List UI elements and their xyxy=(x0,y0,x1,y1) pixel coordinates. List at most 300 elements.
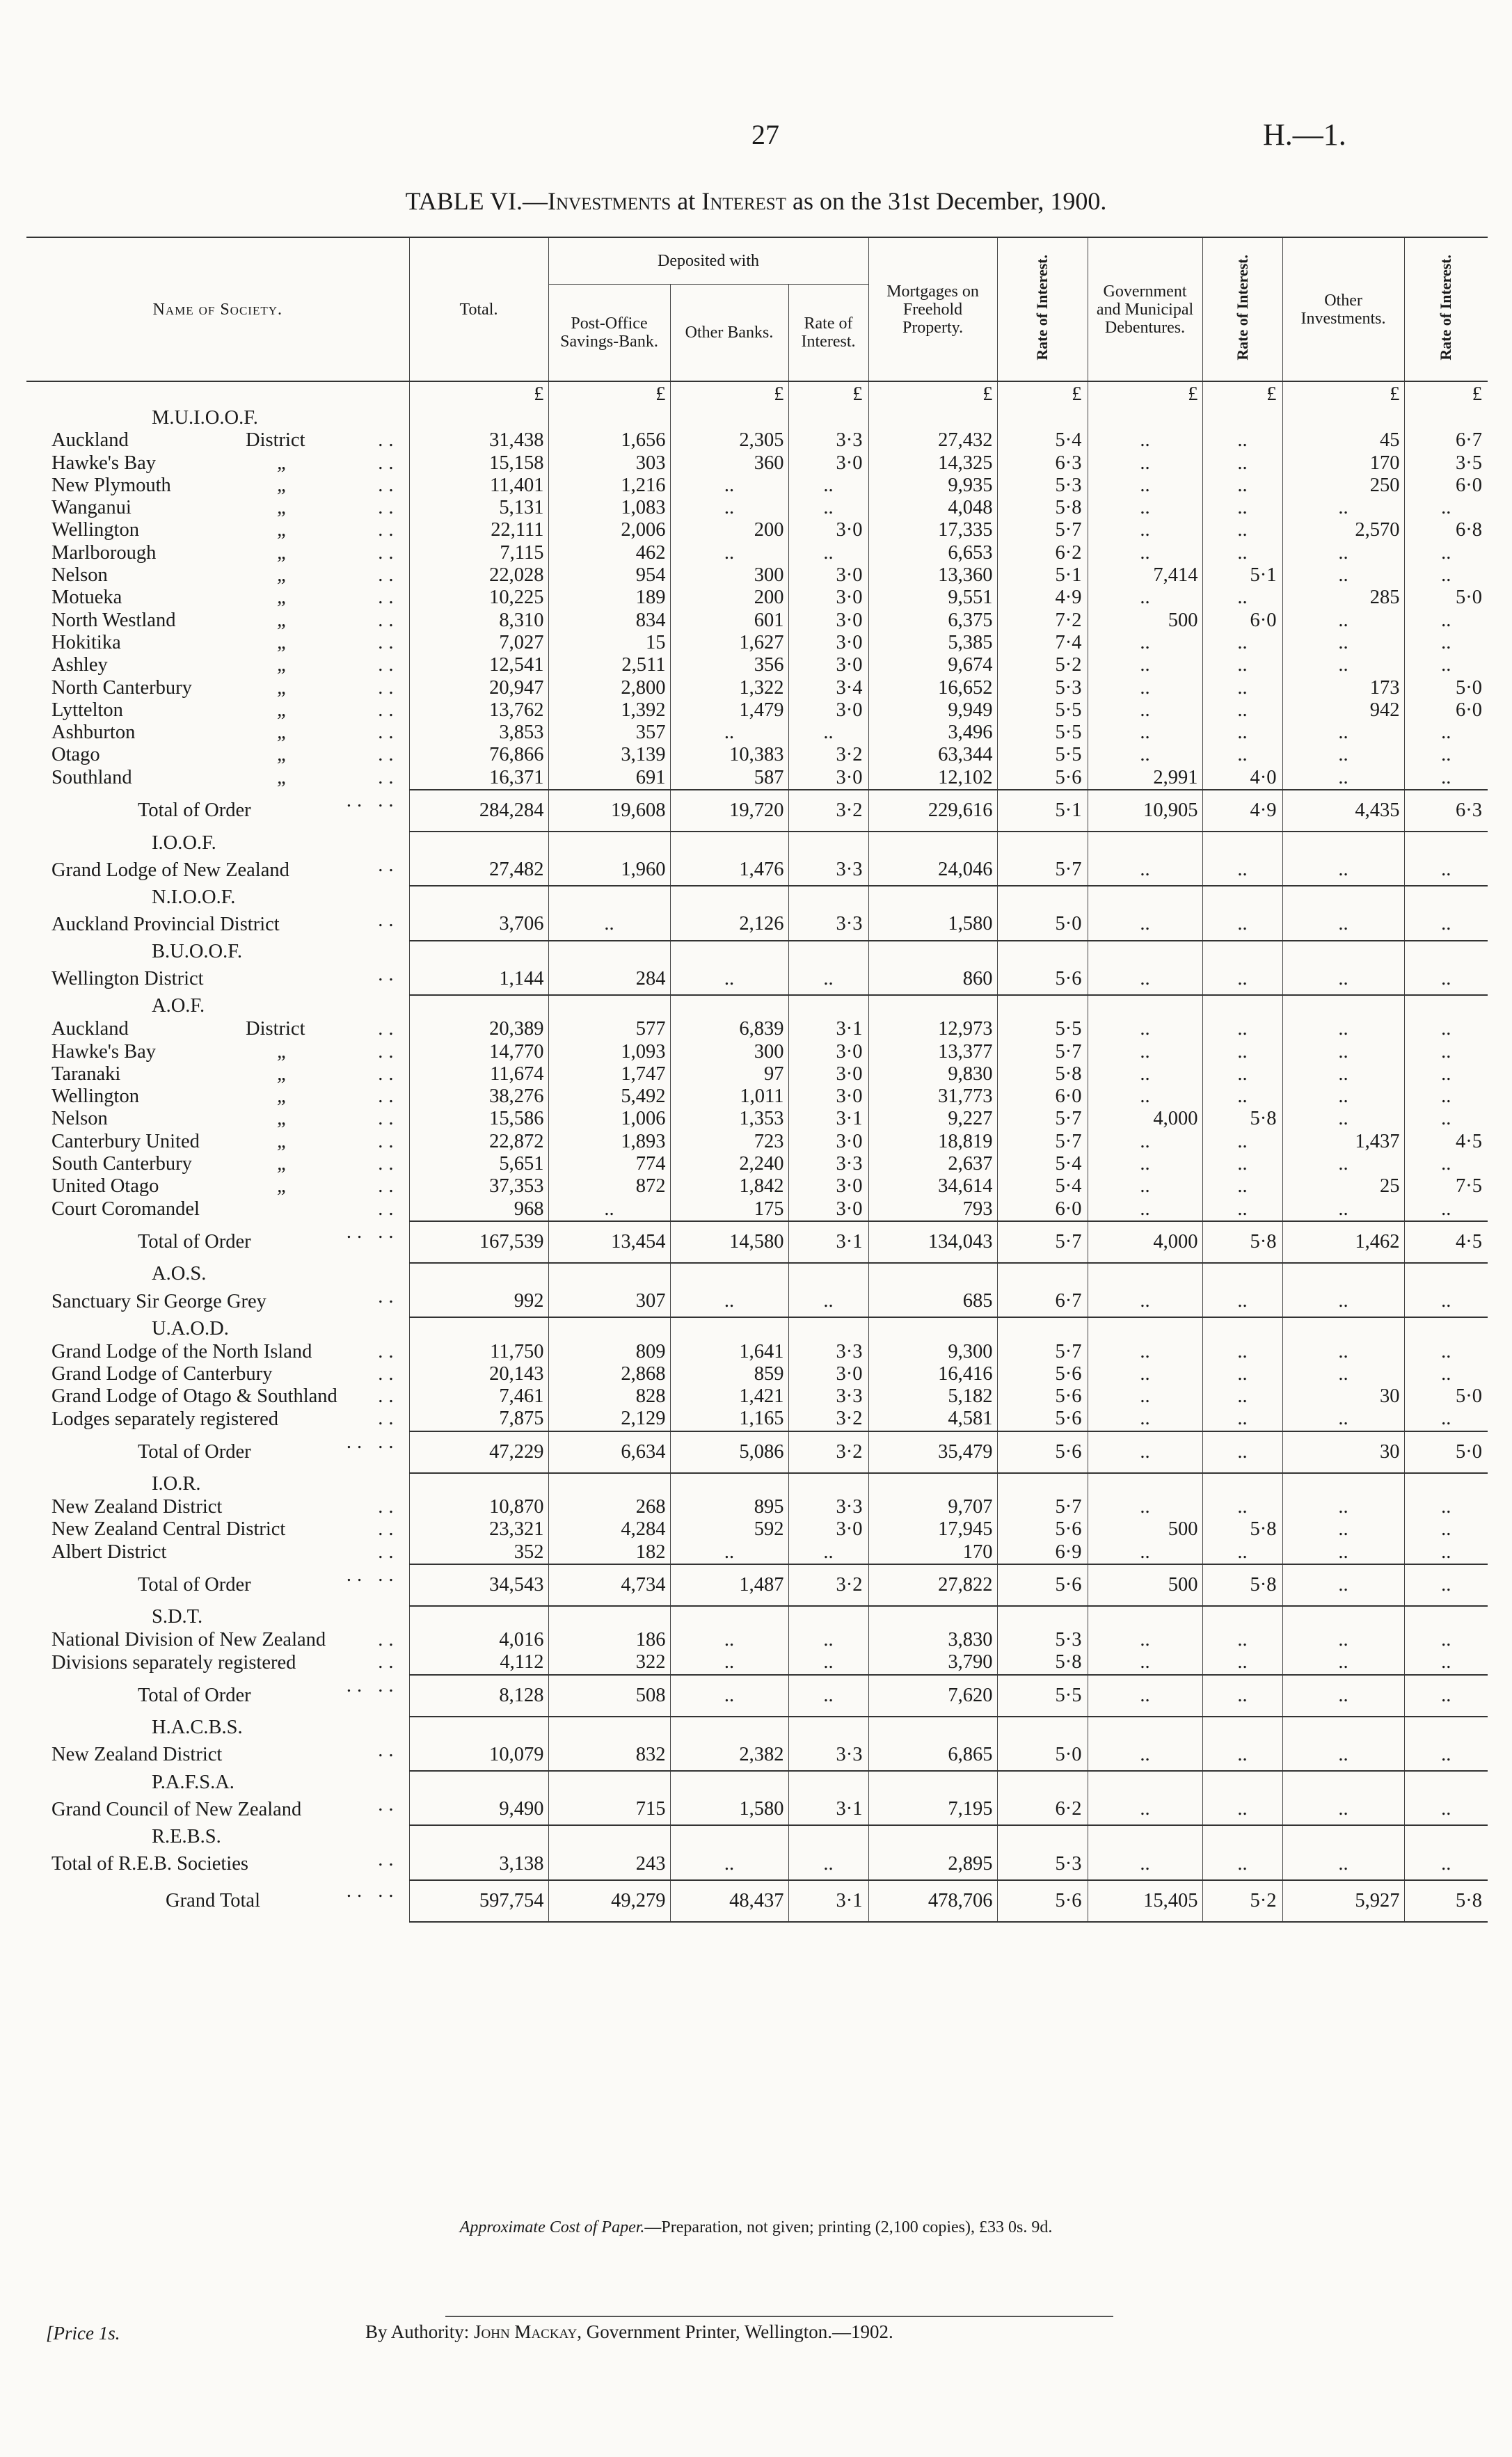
empty-cell xyxy=(409,995,548,1018)
cell-rate-mortgages: 5·8 xyxy=(997,1651,1088,1674)
empty-cell xyxy=(1404,1473,1488,1496)
ditto-mark: „ xyxy=(277,452,288,474)
cell-other-investments: .. xyxy=(1282,1086,1404,1108)
society-name-cell xyxy=(26,429,409,452)
society-row xyxy=(26,1108,1488,1130)
group-heading: M.U.I.O.O.F. xyxy=(26,407,409,429)
empty-cell xyxy=(409,1825,548,1848)
society-name: Marlborough xyxy=(51,541,157,564)
society-row xyxy=(26,1198,1488,1221)
cell-rate-deposits: 3·3 xyxy=(788,1740,868,1771)
cell-post-office: 2,511 xyxy=(548,654,670,676)
empty-cell xyxy=(788,1263,868,1286)
society-row xyxy=(26,497,1488,519)
cell-other-investments: .. xyxy=(1282,1740,1404,1771)
units-row xyxy=(26,381,1488,407)
cell-government: .. xyxy=(1088,1496,1202,1518)
cell-government: .. xyxy=(1088,497,1202,519)
cell-total: 12,541 xyxy=(409,654,548,676)
society-name: Canterbury United xyxy=(51,1130,200,1152)
empty-cell xyxy=(1088,1825,1202,1848)
cell-other-investments: .. xyxy=(1282,744,1404,766)
leader-dots: .. xyxy=(378,1340,399,1362)
empty-cell xyxy=(997,832,1088,854)
cell-rate-other: .. xyxy=(1441,1408,1451,1430)
cell-total: 34,543 xyxy=(409,1564,548,1606)
society-row xyxy=(26,1363,1488,1385)
cell-other-investments: .. xyxy=(1282,1629,1404,1651)
header-post-office-savings-bank: Post-Office Savings-Bank. xyxy=(548,285,670,382)
cell-rate-government: .. xyxy=(1202,452,1282,475)
empty-cell xyxy=(868,995,997,1018)
cell-rate-mortgages: 7·2 xyxy=(997,610,1088,632)
empty-cell xyxy=(1404,832,1488,854)
empty-cell xyxy=(868,1606,997,1629)
ditto-mark: „ xyxy=(277,564,288,587)
group-heading: I.O.O.F. xyxy=(26,832,409,854)
leader-dots: .. xyxy=(378,474,399,496)
cell-total: 968 xyxy=(409,1198,548,1221)
leader-dots: .. xyxy=(378,1086,399,1108)
cell-rate-government: .. xyxy=(1202,1849,1282,1880)
ditto-mark: „ xyxy=(277,587,288,609)
cell-rate-other: .. xyxy=(1441,1518,1451,1541)
cell-rate-deposits: 3·0 xyxy=(788,1363,868,1385)
cost-note xyxy=(0,2218,1512,2237)
empty-cell xyxy=(670,1317,788,1340)
header-rate-deposits: Rate of Interest. xyxy=(788,285,868,382)
empty-cell xyxy=(997,1771,1088,1794)
cell-other-banks: 1,627 xyxy=(670,632,788,654)
total-row xyxy=(26,1675,1488,1717)
cell-post-office: .. xyxy=(548,1198,670,1221)
grand-total-label: Grand Total xyxy=(166,1889,260,1911)
cell-rate-other: 6·0 xyxy=(1456,699,1483,721)
total-row xyxy=(26,1564,1488,1606)
leader-dots: .. xyxy=(378,452,399,474)
cell-rate-deposits: 3·1 xyxy=(788,1221,868,1263)
society-name-cell xyxy=(26,1385,409,1408)
cell-other-investments: .. xyxy=(1282,1153,1404,1175)
district-label: District xyxy=(246,1018,305,1040)
society-row xyxy=(26,1408,1488,1431)
authority-rule xyxy=(445,2316,1113,2317)
society-name-cell xyxy=(26,1651,409,1674)
group-heading: P.A.F.S.A. xyxy=(26,1771,409,1794)
cell-mortgages: 9,551 xyxy=(868,587,997,609)
society-name: Wellington District xyxy=(51,968,204,990)
cell-government: .. xyxy=(1088,699,1202,722)
society-name-cell xyxy=(26,1363,409,1385)
empty-cell xyxy=(868,407,997,429)
cell-mortgages: 5,385 xyxy=(868,632,997,654)
cell-rate-other: 5·0 xyxy=(1404,1431,1488,1473)
society-name: Wellington xyxy=(51,1086,139,1108)
society-name: Otago xyxy=(51,744,100,766)
cell-other-banks: .. xyxy=(670,1675,788,1717)
cell-rate-government: .. xyxy=(1202,1153,1282,1175)
society-row xyxy=(26,1740,1488,1771)
empty-cell xyxy=(670,407,788,429)
empty-cell xyxy=(670,1606,788,1629)
units-label-cell xyxy=(26,381,409,407)
cell-total: 11,401 xyxy=(409,475,548,497)
cell-rate-other: .. xyxy=(1404,1675,1488,1717)
unit-other-banks: £ xyxy=(670,381,788,407)
empty-cell xyxy=(409,1263,548,1286)
cell-rate-deposits: .. xyxy=(788,1541,868,1564)
empty-cell xyxy=(1088,995,1202,1018)
cell-rate-mortgages: 5·8 xyxy=(997,497,1088,519)
cell-rate-mortgages: 7·4 xyxy=(997,632,1088,654)
group-heading: N.I.O.O.F. xyxy=(26,886,409,909)
empty-cell xyxy=(548,886,670,909)
group-heading-row xyxy=(26,1473,1488,1496)
cell-post-office: 15 xyxy=(548,632,670,654)
cell-rate-government: .. xyxy=(1202,632,1282,654)
cell-rate-government: .. xyxy=(1202,429,1282,452)
cell-government: .. xyxy=(1088,1675,1202,1717)
cell-other-banks: 48,437 xyxy=(670,1880,788,1922)
cell-post-office: .. xyxy=(548,909,670,941)
empty-cell xyxy=(1202,1473,1282,1496)
cell-other-investments: .. xyxy=(1282,1794,1404,1825)
cell-rate-other: 6·0 xyxy=(1456,474,1483,496)
cell-mortgages: 9,830 xyxy=(868,1063,997,1086)
cell-government: 7,414 xyxy=(1088,564,1202,587)
cell-mortgages: 63,344 xyxy=(868,744,997,766)
society-name-cell xyxy=(26,1198,409,1221)
society-row xyxy=(26,1341,1488,1363)
cell-rate-deposits: 3·0 xyxy=(788,610,868,632)
society-name-cell xyxy=(26,1794,409,1825)
empty-cell xyxy=(788,941,868,964)
cell-rate-mortgages: 6·0 xyxy=(997,1086,1088,1108)
cell-rate-other: .. xyxy=(1441,1362,1451,1385)
empty-cell xyxy=(1202,886,1282,909)
cell-rate-mortgages: 5·6 xyxy=(997,1408,1088,1431)
leader-dots: .. xyxy=(378,631,399,653)
society-name: Wellington xyxy=(51,519,139,541)
cell-other-investments: 250 xyxy=(1282,475,1404,497)
cell-post-office: 577 xyxy=(548,1018,670,1040)
unit-government: £ xyxy=(1088,381,1202,407)
empty-cell xyxy=(868,1263,997,1286)
empty-cell xyxy=(670,1263,788,1286)
cell-rate-government: .. xyxy=(1202,475,1282,497)
cell-other-banks: .. xyxy=(670,497,788,519)
empty-cell xyxy=(409,886,548,909)
cell-post-office: 828 xyxy=(548,1385,670,1408)
cell-rate-mortgages: 5·3 xyxy=(997,1849,1088,1880)
society-row xyxy=(26,1041,1488,1063)
cell-rate-government: .. xyxy=(1202,1629,1282,1651)
cell-rate-mortgages: 5·7 xyxy=(997,1108,1088,1130)
empty-cell xyxy=(1088,1473,1202,1496)
cell-other-banks: 1,322 xyxy=(670,677,788,699)
cell-total: 4,016 xyxy=(409,1629,548,1651)
cell-rate-mortgages: 5·4 xyxy=(997,429,1088,452)
empty-cell xyxy=(1202,1771,1282,1794)
leader-dots: .. xyxy=(378,497,399,519)
cell-rate-mortgages: 5·1 xyxy=(997,790,1088,832)
cell-post-office: 462 xyxy=(548,542,670,564)
cell-post-office: 1,006 xyxy=(548,1108,670,1130)
cell-rate-government: 6·0 xyxy=(1202,610,1282,632)
cell-post-office: 2,006 xyxy=(548,519,670,541)
cell-rate-government: .. xyxy=(1202,1175,1282,1198)
society-name: Hawke's Bay xyxy=(51,1040,156,1063)
cell-rate-mortgages: 5·5 xyxy=(997,722,1088,744)
cell-post-office: 243 xyxy=(548,1849,670,1880)
cell-government: .. xyxy=(1088,1063,1202,1086)
empty-cell xyxy=(868,1771,997,1794)
cell-other-banks: 895 xyxy=(670,1496,788,1518)
cell-post-office: 508 xyxy=(548,1675,670,1717)
total-row xyxy=(26,1431,1488,1473)
empty-cell xyxy=(868,1317,997,1340)
society-name-cell xyxy=(26,1341,409,1363)
cell-other-investments: .. xyxy=(1282,1849,1404,1880)
society-name-cell xyxy=(26,519,409,541)
cell-rate-deposits: 3·0 xyxy=(788,1041,868,1063)
cell-rate-mortgages: 5·4 xyxy=(997,1153,1088,1175)
cell-other-banks: 592 xyxy=(670,1518,788,1541)
cell-post-office: 832 xyxy=(548,1740,670,1771)
cell-other-investments: .. xyxy=(1282,542,1404,564)
cell-other-banks: 10,383 xyxy=(670,744,788,766)
ditto-mark: „ xyxy=(277,609,288,631)
leader-dots: .. .. xyxy=(346,1564,399,1586)
society-name-cell xyxy=(26,677,409,699)
society-row xyxy=(26,1086,1488,1108)
cell-post-office: 2,800 xyxy=(548,677,670,699)
cell-rate-other: .. xyxy=(1441,541,1451,564)
empty-cell xyxy=(1088,886,1202,909)
unit-rate-government: £ xyxy=(1202,381,1282,407)
cell-government: .. xyxy=(1088,722,1202,744)
society-name-cell xyxy=(26,699,409,722)
cell-other-investments: .. xyxy=(1282,1541,1404,1564)
empty-cell xyxy=(997,1717,1088,1740)
empty-cell xyxy=(1088,1317,1202,1340)
ditto-mark: „ xyxy=(277,654,288,676)
cell-rate-other: 3·5 xyxy=(1456,452,1483,474)
cell-other-investments: .. xyxy=(1282,1518,1404,1541)
cell-rate-other: .. xyxy=(1441,609,1451,631)
cell-post-office: 2,868 xyxy=(548,1363,670,1385)
society-name: National Division of New Zealand xyxy=(51,1629,326,1651)
leader-dots: .. xyxy=(378,1848,399,1870)
cell-rate-government: .. xyxy=(1202,654,1282,676)
empty-cell xyxy=(409,1473,548,1496)
cell-total: 992 xyxy=(409,1286,548,1317)
cell-other-investments: 30 xyxy=(1282,1431,1404,1473)
cell-rate-mortgages: 5·7 xyxy=(997,1341,1088,1363)
empty-cell xyxy=(1282,1825,1404,1848)
empty-cell xyxy=(548,1825,670,1848)
ditto-mark: „ xyxy=(277,1063,288,1085)
ditto-mark: „ xyxy=(277,1086,288,1108)
cell-mortgages: 6,375 xyxy=(868,610,997,632)
cell-total: 15,158 xyxy=(409,452,548,475)
cell-other-banks: 1,842 xyxy=(670,1175,788,1198)
society-name: Hokitika xyxy=(51,631,121,653)
cell-rate-mortgages: 5·7 xyxy=(997,1041,1088,1063)
cell-rate-government: .. xyxy=(1202,677,1282,699)
cell-other-investments: .. xyxy=(1282,1018,1404,1040)
total-label-cell xyxy=(26,1431,409,1473)
cell-other-investments: 170 xyxy=(1282,452,1404,475)
cell-other-investments: .. xyxy=(1282,654,1404,676)
empty-cell xyxy=(997,886,1088,909)
cell-mortgages: 170 xyxy=(868,1541,997,1564)
unit-total: £ xyxy=(409,381,548,407)
cell-rate-deposits: 3·0 xyxy=(788,767,868,790)
cell-rate-mortgages: 5·7 xyxy=(997,1131,1088,1153)
group-heading: S.D.T. xyxy=(26,1606,409,1629)
cell-rate-government: .. xyxy=(1202,854,1282,886)
society-name: Divisions separately registered xyxy=(51,1651,296,1673)
leader-dots: .. xyxy=(378,587,399,609)
leader-dots: .. xyxy=(378,699,399,721)
cell-rate-deposits: 3·0 xyxy=(788,587,868,609)
society-name-cell xyxy=(26,1175,409,1198)
cell-mortgages: 4,581 xyxy=(868,1408,997,1431)
cell-mortgages: 17,945 xyxy=(868,1518,997,1541)
cell-other-banks: 2,382 xyxy=(670,1740,788,1771)
cell-rate-other: .. xyxy=(1441,1063,1451,1085)
empty-cell xyxy=(548,832,670,854)
total-label-cell xyxy=(26,1221,409,1263)
cell-rate-deposits: 3·3 xyxy=(788,1496,868,1518)
leader-dots: .. xyxy=(378,744,399,766)
society-name: Auckland Provincial District xyxy=(51,913,280,935)
cell-other-banks: .. xyxy=(670,1849,788,1880)
cell-other-banks: 1,353 xyxy=(670,1108,788,1130)
cell-total: 76,866 xyxy=(409,744,548,766)
society-name: North Canterbury xyxy=(51,676,192,699)
cell-post-office: 13,454 xyxy=(548,1221,670,1263)
cell-rate-mortgages: 5·6 xyxy=(997,1880,1088,1922)
cell-total: 47,229 xyxy=(409,1431,548,1473)
cell-government: 4,000 xyxy=(1088,1221,1202,1263)
cell-rate-government: .. xyxy=(1202,1131,1282,1153)
cell-other-banks: 1,580 xyxy=(670,1794,788,1825)
total-row xyxy=(26,790,1488,832)
society-name-cell xyxy=(26,964,409,995)
cell-mortgages: 2,637 xyxy=(868,1153,997,1175)
cell-rate-deposits: 3·2 xyxy=(788,790,868,832)
cell-other-banks: 1,165 xyxy=(670,1408,788,1431)
empty-cell xyxy=(788,995,868,1018)
cell-rate-mortgages: 5·5 xyxy=(997,744,1088,766)
cell-mortgages: 5,182 xyxy=(868,1385,997,1408)
cell-rate-government: 4·0 xyxy=(1202,767,1282,790)
cell-other-investments: 285 xyxy=(1282,587,1404,609)
society-row xyxy=(26,429,1488,452)
empty-cell xyxy=(1282,832,1404,854)
society-row xyxy=(26,909,1488,941)
cell-other-banks: .. xyxy=(670,542,788,564)
society-name: North Westland xyxy=(51,609,176,631)
society-name: Ashley xyxy=(51,654,108,676)
cell-rate-mortgages: 5·2 xyxy=(997,654,1088,676)
cell-rate-government: 5·1 xyxy=(1202,564,1282,587)
cell-other-banks: 2,126 xyxy=(670,909,788,941)
society-name: Hawke's Bay xyxy=(51,452,156,474)
cell-post-office: 1,392 xyxy=(548,699,670,722)
empty-cell xyxy=(548,1771,670,1794)
cell-government: .. xyxy=(1088,1385,1202,1408)
cell-other-banks: 200 xyxy=(670,587,788,609)
cell-rate-government: .. xyxy=(1202,1086,1282,1108)
society-row xyxy=(26,699,1488,722)
empty-cell xyxy=(868,886,997,909)
cell-rate-government: .. xyxy=(1202,1431,1282,1473)
cell-rate-mortgages: 5·8 xyxy=(997,1063,1088,1086)
cell-government: .. xyxy=(1088,1086,1202,1108)
total-label-cell xyxy=(26,1564,409,1606)
cell-post-office: 284 xyxy=(548,964,670,995)
society-name-cell xyxy=(26,1153,409,1175)
leader-dots: .. xyxy=(378,1018,399,1040)
society-name-cell xyxy=(26,722,409,744)
cell-mortgages: 12,102 xyxy=(868,767,997,790)
society-name-cell xyxy=(26,564,409,587)
leader-dots: .. xyxy=(378,766,399,788)
society-name-cell xyxy=(26,542,409,564)
cell-government: .. xyxy=(1088,542,1202,564)
cell-other-banks: 14,580 xyxy=(670,1221,788,1263)
cell-rate-government: .. xyxy=(1202,1198,1282,1221)
cell-other-investments: .. xyxy=(1282,1198,1404,1221)
empty-cell xyxy=(1202,995,1282,1018)
society-name: Sanctuary Sir George Grey xyxy=(51,1290,266,1312)
empty-cell xyxy=(1202,1825,1282,1848)
society-row xyxy=(26,1496,1488,1518)
cell-rate-mortgages: 5·5 xyxy=(997,1018,1088,1040)
society-name-cell xyxy=(26,654,409,676)
empty-cell xyxy=(1202,1606,1282,1629)
cell-mortgages: 13,377 xyxy=(868,1041,997,1063)
leader-dots: .. xyxy=(378,1040,399,1063)
cell-government: .. xyxy=(1088,909,1202,941)
society-name-cell xyxy=(26,1131,409,1153)
society-name: Auckland xyxy=(51,1018,129,1040)
empty-cell xyxy=(670,941,788,964)
cell-government: .. xyxy=(1088,964,1202,995)
society-name-cell xyxy=(26,1041,409,1063)
cell-other-banks: 19,720 xyxy=(670,790,788,832)
empty-cell xyxy=(1282,407,1404,429)
investments-table xyxy=(26,237,1488,1923)
cell-government: 2,991 xyxy=(1088,767,1202,790)
cell-other-banks: 356 xyxy=(670,654,788,676)
cell-rate-other: 5·0 xyxy=(1456,1385,1483,1408)
group-heading-row xyxy=(26,1717,1488,1740)
table-title xyxy=(0,186,1512,216)
society-row xyxy=(26,610,1488,632)
empty-cell xyxy=(548,1717,670,1740)
cell-other-banks: 1,476 xyxy=(670,854,788,886)
cell-total: 3,853 xyxy=(409,722,548,744)
cell-mortgages: 2,895 xyxy=(868,1849,997,1880)
society-name-cell xyxy=(26,1408,409,1431)
cell-rate-deposits: 3·0 xyxy=(788,1131,868,1153)
ditto-mark: „ xyxy=(277,766,288,788)
leader-dots: .. xyxy=(378,1175,399,1198)
